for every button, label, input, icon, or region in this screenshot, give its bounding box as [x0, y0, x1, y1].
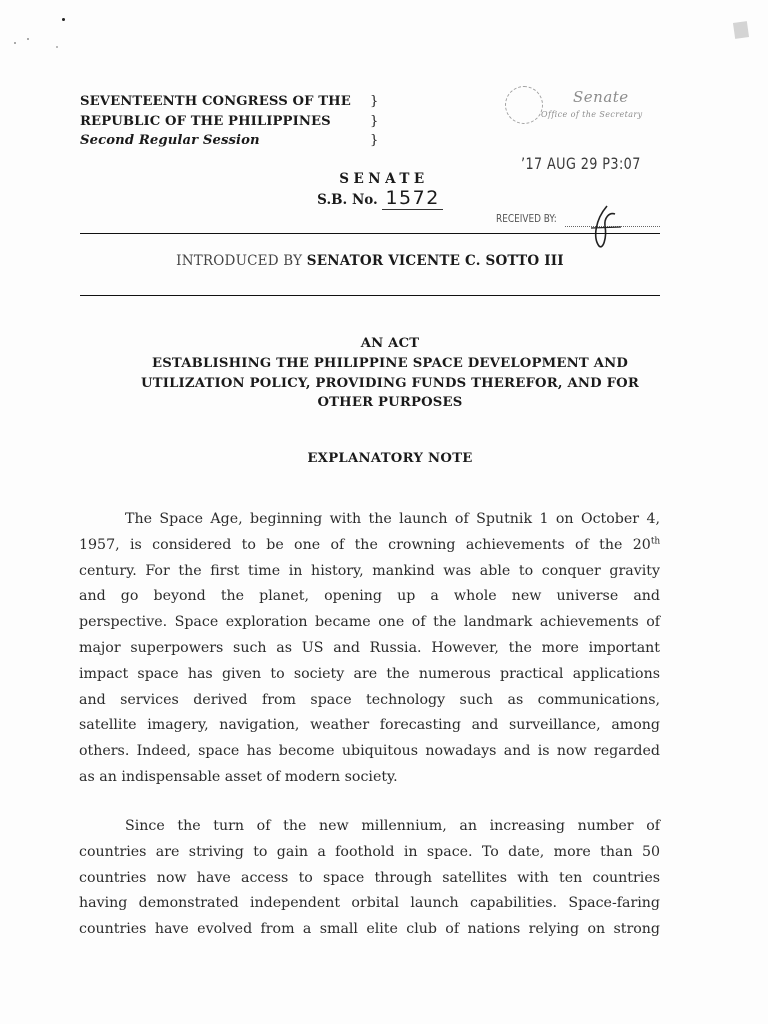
scan-speck [14, 42, 16, 44]
paragraph-line: and go beyond the planet, opening up a whole new universe and [79, 588, 660, 605]
senate-receipt-stamp [505, 86, 665, 126]
line-text: 1957, is considered to be one of the crowning achievements of the 20 [79, 536, 651, 553]
corner-clip-mark [733, 21, 749, 39]
senate-seal-icon [505, 86, 543, 124]
paragraph-line: countries are striving to gain a foothold in space. To date, more than 50 [79, 843, 660, 860]
act-title [110, 334, 670, 413]
paragraph-line-text [79, 533, 660, 559]
chamber-name: SENATE [339, 171, 429, 187]
act-title-line: UTILIZATION POLICY, PROVIDING FUNDS THEREFOR, AND FOR [141, 375, 639, 391]
act-title-line: AN ACT [360, 336, 420, 351]
received-by-label: RECEIVED BY: [496, 213, 557, 225]
paragraph-line: countries now have access to space through satellites with ten countries [79, 869, 660, 886]
scan-speck [56, 46, 58, 48]
paragraph-space-age [79, 507, 660, 791]
stamp-senate-word: Senate [573, 88, 629, 106]
brace-mark: } [370, 113, 379, 129]
paragraph-line: and services derived from space technology such as communications, [79, 691, 660, 708]
congress-line-2: REPUBLIC OF THE PHILIPPINES [80, 113, 331, 129]
brace-mark: } [370, 94, 379, 109]
paragraph-line: having demonstrated independent orbital launch capabilities. Space-faring [79, 895, 660, 912]
paragraph-line: perspective. Space exploration became one of the landmark achievements of [79, 614, 660, 631]
congress-line-1: SEVENTEENTH CONGRESS OF THE [80, 94, 351, 109]
paragraph-line: as an indispensable asset of modern society. [79, 768, 398, 785]
handwritten-signature [585, 202, 625, 252]
paragraph-line: impact space has given to society are the numerous practical applications [79, 665, 660, 682]
bill-number-label: S.B. No. [317, 192, 378, 208]
introduced-by-line [80, 253, 660, 269]
paragraph-line [79, 533, 660, 559]
bill-identifier [300, 170, 460, 210]
paragraph-millennium [79, 814, 660, 943]
explanatory-note-heading: EXPLANATORY NOTE [307, 451, 473, 466]
paragraph-line: others. Indeed, space has become ubiquitous nowadays and is now regarded [79, 743, 660, 760]
congress-header [80, 92, 390, 151]
introduced-by-prefix: INTRODUCED BY [176, 253, 303, 269]
introduced-divider [80, 295, 660, 296]
header-divider [80, 233, 660, 234]
paragraph-line: countries have evolved from a small elite club of nations relying on strong [79, 921, 660, 938]
act-title-line: ESTABLISHING THE PHILIPPINE SPACE DEVELOPMENT AND [151, 355, 629, 371]
scan-speck [62, 18, 65, 21]
session-label: Second Regular Session [80, 133, 260, 148]
paragraph-line: century. For the first time in history, mankind was able to conquer gravity [79, 562, 660, 579]
paragraph-line: Since the turn of the new millennium, an increasing number of [125, 818, 660, 834]
brace-mark: } [370, 133, 379, 148]
scan-speck [27, 38, 29, 40]
paragraph-line: The Space Age, beginning with the launch of Sputnik 1 on October 4, [125, 511, 660, 527]
act-title-line: OTHER PURPOSES [317, 395, 463, 411]
paragraph-line: satellite imagery, navigation, weather forecasting and surveillance, among [79, 717, 660, 734]
stamp-date-time: ’17 AUG 29 P3:07 [521, 154, 641, 173]
ordinal-superscript: th [650, 536, 661, 547]
paragraph-line: major superpowers such as US and Russia. However, the more important [79, 639, 660, 656]
stamp-office-text: Office of the Secretary [541, 110, 643, 119]
bill-number: 1572 [382, 187, 442, 210]
senator-name: SENATOR VICENTE C. SOTTO III [306, 253, 564, 269]
